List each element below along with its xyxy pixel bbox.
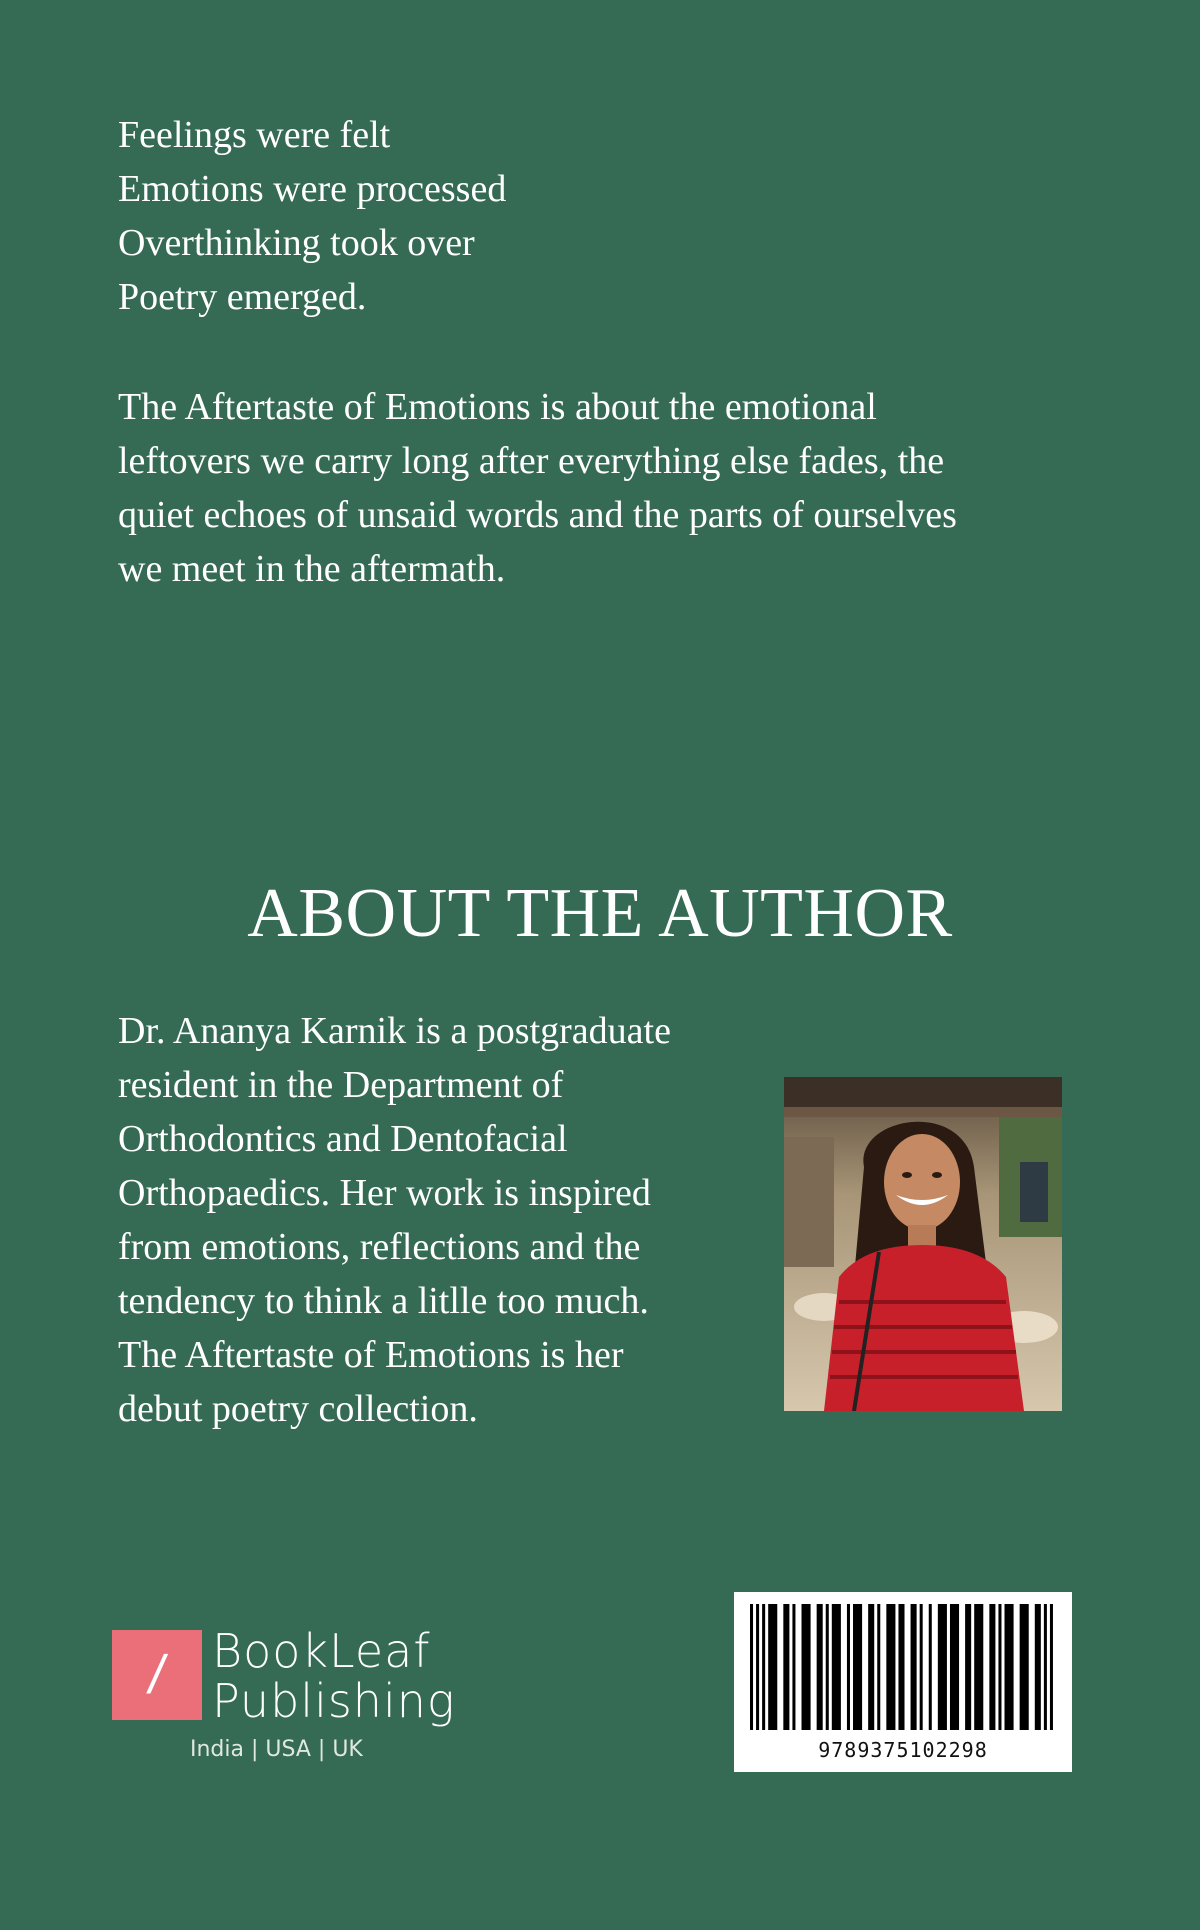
barcode-bar (898, 1604, 904, 1730)
author-bio (118, 1004, 671, 1436)
barcode-bar (998, 1604, 1001, 1730)
poem (118, 108, 506, 324)
barcode-bar (802, 1604, 811, 1730)
barcode-bar (920, 1604, 923, 1730)
publisher-name-line: Publishing (212, 1674, 456, 1728)
barcode-bar (826, 1604, 829, 1730)
bio-line: resident in the Department of (118, 1064, 564, 1106)
barcode-bar (965, 1604, 971, 1730)
poem-line: Feelings were felt (118, 114, 391, 156)
bio-line: from emotions, reflections and the (118, 1226, 641, 1268)
barcode-bar (853, 1604, 862, 1730)
barcode-bar (1044, 1604, 1047, 1730)
bio-line: debut poetry collection. (118, 1388, 478, 1430)
blurb-line: quiet echoes of unsaid words and the parts of ourselves (118, 494, 957, 536)
barcode-bar (817, 1604, 823, 1730)
barcode-bar (783, 1604, 789, 1730)
blurb-line: The Aftertaste of Emotions is about the emotional (118, 386, 877, 428)
bio-line: tendency to think a litlle too much. (118, 1280, 649, 1322)
barcode-bar (756, 1604, 759, 1730)
poem-line: Poetry emerged. (118, 276, 367, 318)
barcode-bar (911, 1604, 917, 1730)
barcode-bar (847, 1604, 850, 1730)
slash-icon: / (144, 1645, 170, 1705)
poem-line: Emotions were processed (118, 168, 507, 210)
barcode-bar (868, 1604, 874, 1730)
bio-line: Orthopaedics. Her work is inspired (118, 1172, 651, 1214)
barcode-bars (734, 1592, 1072, 1732)
barcode-bar (832, 1604, 841, 1730)
barcode-bar (938, 1604, 947, 1730)
barcode-bar (792, 1604, 795, 1730)
publisher-logo-mark (112, 1630, 202, 1720)
book-blurb (118, 380, 1078, 596)
poem-line: Overthinking took over (118, 222, 475, 264)
barcode-bar (750, 1604, 753, 1730)
publisher-regions: India | USA | UK (190, 1737, 363, 1762)
author-photo (784, 1077, 1062, 1411)
barcode-bar (974, 1604, 983, 1730)
blurb-line: leftovers we carry long after everything else fades, the (118, 440, 945, 482)
barcode-bar (762, 1604, 765, 1730)
barcode-bar (768, 1604, 777, 1730)
barcode-bar (1050, 1604, 1053, 1730)
isbn-number: 9789375102298 (818, 1738, 988, 1762)
about-author-heading: ABOUT THE AUTHOR (247, 875, 953, 952)
barcode-bar (989, 1604, 995, 1730)
barcode-bar (1035, 1604, 1041, 1730)
isbn-barcode (734, 1592, 1072, 1772)
bio-line: Orthodontics and Dentofacial (118, 1118, 568, 1160)
blurb-line: we meet in the aftermath. (118, 548, 506, 590)
publisher-name-line: BookLeaf (212, 1624, 431, 1678)
barcode-bar (877, 1604, 880, 1730)
publisher-logo (112, 1624, 512, 1770)
barcode-bar (886, 1604, 895, 1730)
barcode-bar (1005, 1604, 1014, 1730)
bio-line: Dr. Ananya Karnik is a postgraduate (118, 1010, 671, 1052)
barcode-bar (950, 1604, 959, 1730)
publisher-name (212, 1626, 456, 1726)
barcode-bar (929, 1604, 932, 1730)
bio-line: The Aftertaste of Emotions is her (118, 1334, 624, 1376)
barcode-bar (1020, 1604, 1029, 1730)
